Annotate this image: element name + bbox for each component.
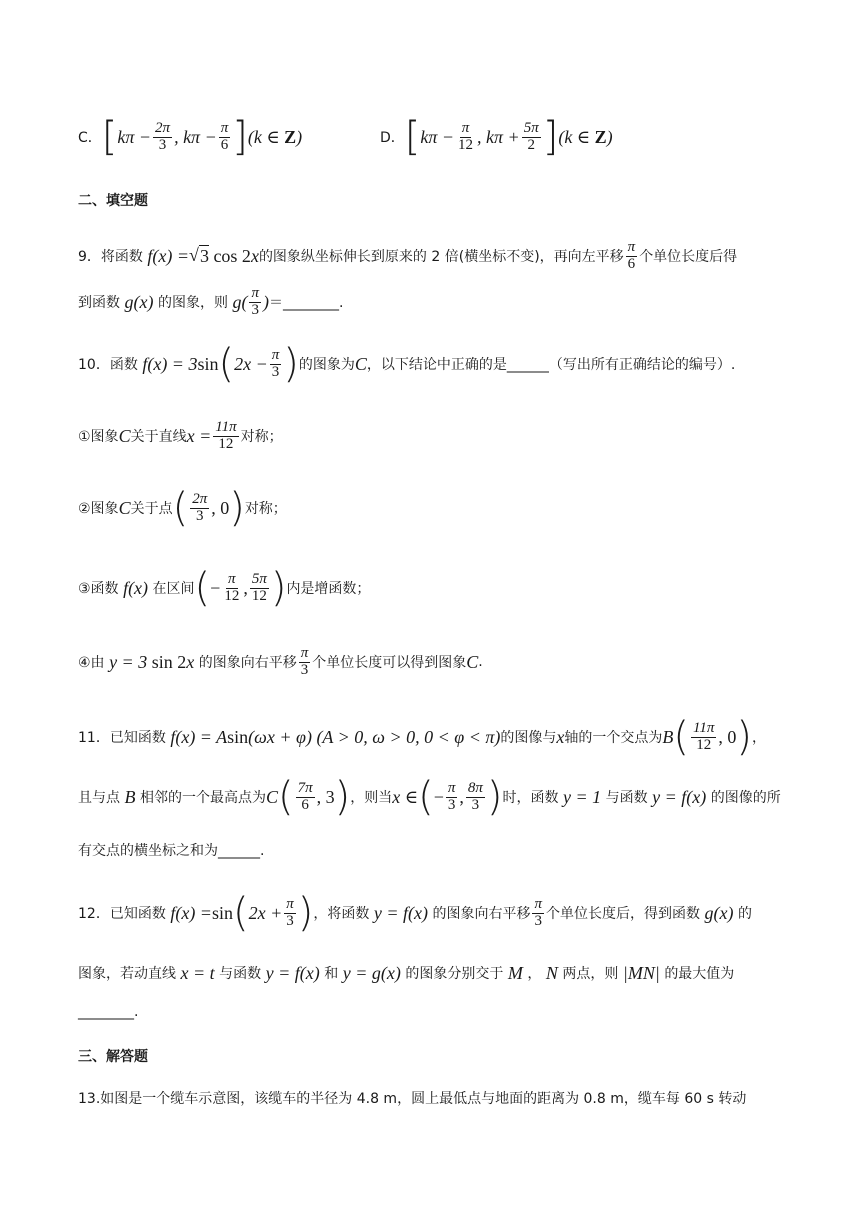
question-11-line-1: 11．已知函数 f(x) = A sin (ωx + φ) (A > 0, ω > 0, 0 < φ < π) 的图像与 x 轴的一个交点为 B ( $\frac{11\pi}{12}$ , 0 ) ， <box>78 714 766 760</box>
question-11-line-2: 且与点 B 相邻的一个最高点为 C ( $\frac{7\pi}{6}$ , 3 ) ，则当 x ∈ ( − $\frac{\pi}{3}$ , $\frac{8\pi}{3}$ ) 时，函数 y = 1 与函数 y = f(x) 的图像的所 <box>78 774 781 820</box>
question-12-line-2: 图象，若动直线 x = t 与函数 y = f(x) 和 y = g(x) 的图象分别交于 M ， N 两点，则 |MN| 的最大值为 <box>78 962 735 983</box>
option-c: C． [ kπ − $\frac{2\pi}{3}$ , kπ − $\frac{\pi}{6}$ ] (k ∈ Z) <box>78 114 303 160</box>
option-c-label: C． <box>78 130 102 146</box>
question-9-line-2: 到函数 g(x) 的图象，则 g( $\frac{\pi}{3}$ ) ＝________. <box>78 284 344 318</box>
question-10-item-3: ③函数 f(x) 在区间 ( − $\frac{\pi}{12}$ , $\frac{5\pi}{12}$ ) 内是增函数； <box>78 565 371 611</box>
question-10-item-1: ①图象 C 关于直线 x = $\frac{11\pi}{12}$ 对称； <box>78 418 283 452</box>
section-heading-fill-in: 二、填空题 <box>78 193 148 209</box>
question-10-item-2: ②图象 C 关于点 ( $\frac{2\pi}{3}$ , 0 ) 对称； <box>78 485 287 531</box>
section-heading-solutions: 三、解答题 <box>78 1049 148 1065</box>
question-10-stem: 10．函数 f(x) = 3 sin ( 2x − $\frac{\pi}{3}$ ) 的图象为 C ，以下结论中正确的是______（写出所有正确结论的编号）. <box>78 341 736 387</box>
question-11-line-3: 有交点的横坐标之和为______. <box>78 843 265 859</box>
question-13-text: 13.如图是一个缆车示意图，该缆车的半径为 4.8 m，圆上最低点与地面的距离为 0.8 m，缆车每 60 s 转动 <box>78 1091 747 1107</box>
question-10-item-4: ④由 y = 3 sin 2 x 的图象向右平移 $\frac{\pi}{3}$ 个单位长度可以得到图象 C . <box>78 644 483 678</box>
question-9-line-1: 9．将函数 f(x) = √ 3 cos 2 x 的图象纵坐标伸长到原来的 2 倍(横坐标不变)，再向左平移 $\frac{\pi}{6}$ 个单位长度后得 <box>78 238 738 272</box>
option-d-label: D． <box>380 130 405 146</box>
option-d: D． [ kπ − $\frac{\pi}{12}$ , kπ + $\frac{5\pi}{2}$ ] (k ∈ Z) <box>380 114 613 160</box>
question-12-line-3: ________. <box>78 1004 139 1020</box>
question-12-line-1: 12．已知函数 f(x) = sin ( 2x + $\frac{\pi}{3}$ ) ，将函数 y = f(x) 的图象向右平移 $\frac{\pi}{3}$ 个单位长度后，得到函数 g(x) 的 <box>78 890 752 936</box>
